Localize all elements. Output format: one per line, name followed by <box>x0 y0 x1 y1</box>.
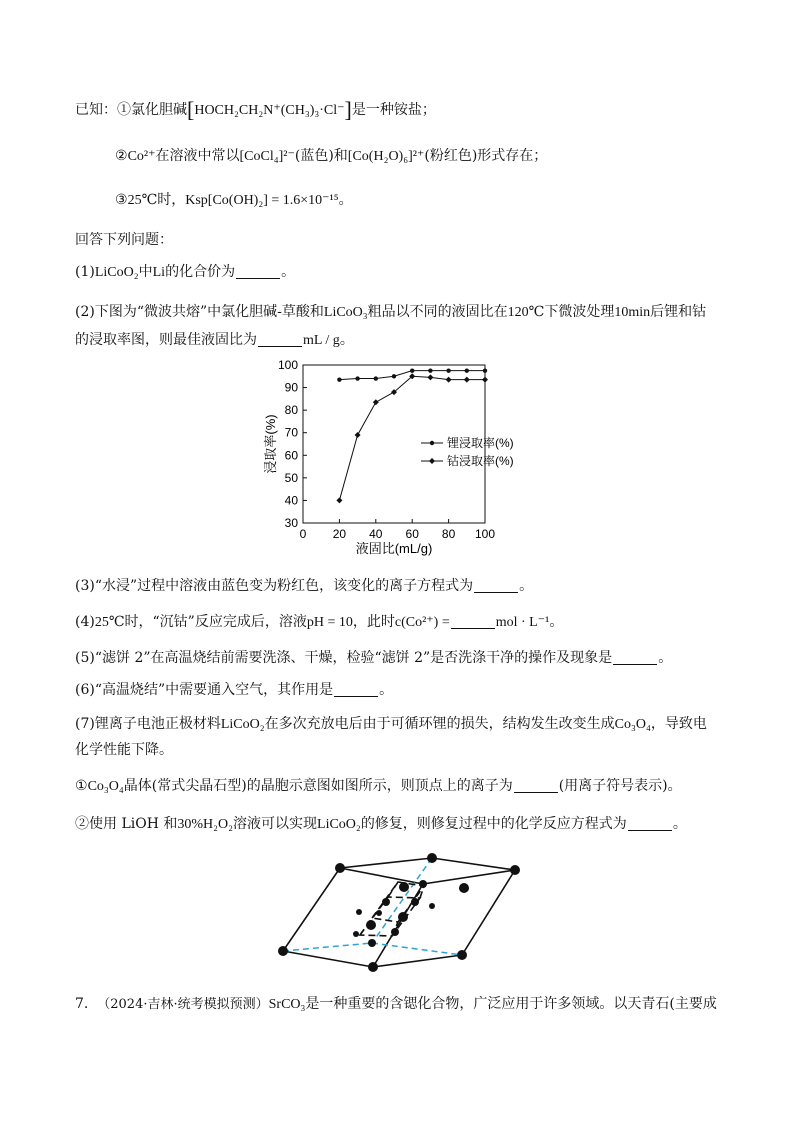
x-axis-label: 液固比(mL/g) <box>355 541 433 556</box>
q7-s1b: Co₃O₄ <box>87 779 124 794</box>
q7-a: (7)锂离子电池正极材料 <box>75 716 221 732</box>
q7-s2f: 。 <box>672 816 687 832</box>
cell-edge <box>340 858 432 868</box>
series-line-1 <box>339 371 485 380</box>
li-point <box>392 374 396 378</box>
question-5 <box>75 648 672 668</box>
answer-blank[interactable] <box>613 650 657 665</box>
q7-s1c: 晶体(常式尖晶石型)的晶胞示意图如图所示，则顶点上的离子为 <box>123 778 513 794</box>
li-point <box>446 368 450 372</box>
question-7-sub-2 <box>75 814 687 835</box>
corner-ion <box>427 853 437 863</box>
q1-num: (1) <box>75 264 95 280</box>
x-tick-label: 40 <box>369 527 383 541</box>
q4-ph: pH = 10 <box>306 615 353 630</box>
complex-coh2o6: [Co(H₂O)₆]²⁺ <box>347 149 425 164</box>
ksp-expression: Ksp[Co(OH)₂] = 1.6×10⁻¹⁵ <box>185 193 339 208</box>
hidden-edge <box>283 943 372 951</box>
corner-ion <box>278 946 288 956</box>
q4-end: 。 <box>549 614 564 630</box>
q7-e: ，导致电 <box>650 716 707 732</box>
cell-edge <box>283 951 373 967</box>
complex-cocl4: [CoCl₄]²⁻ <box>239 149 295 164</box>
co-point <box>482 377 488 383</box>
tetrahedral-subcell <box>372 882 424 922</box>
corner-ion <box>457 950 467 960</box>
legend-entry: 钴浸取率(%) <box>447 454 514 468</box>
answer-blank[interactable] <box>451 614 495 629</box>
question-4 <box>75 612 563 633</box>
q7-s2a: ②使用 LiOH 和 <box>75 816 178 832</box>
li-point <box>374 376 378 380</box>
interior-ion <box>398 912 408 922</box>
q2-e: 下微波处理 <box>544 304 615 320</box>
y-tick-label: 50 <box>284 470 298 485</box>
question-7-line-2: 化学性能下降。 <box>75 742 173 758</box>
li-point <box>483 368 487 372</box>
q2-line2b: 。 <box>339 332 354 348</box>
q7-b: LiCoO₂ <box>220 717 265 732</box>
q3-text: (3)“水浸”过程中溶液由蓝色变为粉红色，该变化的离子方程式为 <box>75 578 474 594</box>
q3-end: 。 <box>519 578 534 594</box>
q2-g: 后锂和钴 <box>650 304 707 320</box>
q7-d: Co₃O₄ <box>614 717 651 732</box>
q1-formula: LiCoO₂ <box>94 265 139 280</box>
series-line-2 <box>339 376 485 500</box>
co-point <box>427 374 433 380</box>
x-tick-label: 80 <box>441 527 456 541</box>
cell-edge <box>432 858 515 870</box>
small-ion <box>429 903 435 909</box>
hidden-edge <box>372 943 462 955</box>
cell-edge <box>423 870 515 884</box>
next-q-num: 7. <box>75 996 89 1012</box>
cell-edge <box>283 868 340 951</box>
q2-a: (2)下图为“微波共熔”中氯化胆碱-草酸和 <box>75 304 324 320</box>
legend-marker <box>429 458 435 464</box>
answer-blank[interactable] <box>236 264 280 279</box>
x-tick-label: 0 <box>299 527 307 541</box>
co-point <box>391 389 397 395</box>
q4-num: (4) <box>75 614 95 630</box>
y-tick-label: 60 <box>284 448 298 463</box>
next-q-text: 是一种重要的含锶化合物，广泛应用于许多领域。以天青石(主要成 <box>305 996 717 1012</box>
interior-ion <box>382 898 390 906</box>
q4-unit: mol · L⁻¹ <box>495 615 550 630</box>
known-l2-pink: (粉红色)形式存在； <box>424 148 548 164</box>
corner-ion <box>368 962 378 972</box>
known-l2-pre: ② <box>115 148 128 164</box>
y-tick-label: 40 <box>284 493 298 508</box>
known-line-3 <box>115 190 353 211</box>
answer-blank[interactable] <box>258 332 302 347</box>
q7-s1d: (用离子符号表示)。 <box>558 778 682 794</box>
choline-formula: HOCH₂CH₂N⁺(CH₃)₃·Cl⁻ <box>194 103 345 118</box>
q6-text: (6)“高温烧结”中需要通入空气，其作用是 <box>75 682 334 698</box>
q7-s2b: 30%H₂O₂ <box>177 817 234 832</box>
cell-edge <box>462 870 515 955</box>
question-3 <box>75 576 533 596</box>
li-point <box>428 368 432 372</box>
known-line-2 <box>115 146 547 167</box>
y-tick-label: 90 <box>284 380 298 395</box>
q2-time: 10min <box>614 305 651 320</box>
q7-s1a: ① <box>75 778 88 794</box>
co-point <box>409 373 415 379</box>
answer-blank[interactable] <box>474 578 518 593</box>
q4-c: 时，“沉钴”反应完成后，溶液 <box>124 614 307 630</box>
y-axis-label: 浸取率(%) <box>263 414 278 474</box>
q2-formula: LiCoO₃ <box>323 305 368 320</box>
known-l2-mid: 在溶液中常以 <box>155 148 240 164</box>
x-tick-label: 20 <box>332 527 347 541</box>
question-1 <box>75 262 295 283</box>
question-2-line-2 <box>75 330 354 351</box>
known-intro: 已知：①氯化胆碱 <box>75 102 187 118</box>
known-l3-pre: ③ <box>115 192 128 208</box>
co-point <box>446 377 452 383</box>
q2-line2a: 的浸取率图，则最佳液固比为 <box>75 332 257 348</box>
y-tick-label: 100 <box>277 358 298 372</box>
q5-end: 。 <box>658 650 673 666</box>
interior-ion <box>411 898 419 906</box>
li-point <box>410 368 414 372</box>
corner-ion <box>335 863 345 873</box>
small-ion <box>353 931 359 937</box>
q7-c: 在多次充放电后由于可循环锂的损失，结构发生改变生成 <box>264 716 615 732</box>
known-line-1: 已知：①氯化胆碱[HOCH₂CH₂N⁺(CH₃)₃·Cl⁻]是一种铵盐； <box>75 97 436 122</box>
next-q-source: （2024·吉林·统考模拟预测） <box>97 997 269 1012</box>
corner-ion <box>510 865 520 875</box>
q4-conc: c(Co²⁺) = <box>394 615 450 630</box>
x-tick-label: 100 <box>474 527 496 541</box>
q7-s2e: 的修复，则修复过程中的化学反应方程式为 <box>360 816 627 832</box>
interior-ion <box>459 883 469 893</box>
q2-temp: 120℃ <box>507 305 545 320</box>
y-tick-label: 30 <box>284 516 298 530</box>
question-7-sub-1 <box>75 776 682 797</box>
li-point <box>355 376 359 380</box>
known-tail-1: 是一种铵盐； <box>351 102 436 118</box>
next-q-formula: SrCO₃ <box>268 997 306 1012</box>
q4-e: ，此时 <box>352 614 395 630</box>
q1-end: 。 <box>281 264 296 280</box>
corner-ion <box>419 880 427 888</box>
interior-ion <box>399 882 409 892</box>
plot-frame <box>303 365 485 523</box>
co-point <box>373 399 379 405</box>
next-question <box>75 994 717 1015</box>
interior-ion <box>366 920 376 930</box>
li-point <box>465 368 469 372</box>
q2-c: 粗品以不同的液固比在 <box>367 304 508 320</box>
co-point <box>355 432 361 438</box>
known-l2-blue: (蓝色)和 <box>294 148 348 164</box>
co-ion: Co²⁺ <box>127 149 156 164</box>
answer-blank[interactable] <box>628 816 672 831</box>
small-ion <box>376 910 382 916</box>
interior-ion <box>391 928 399 936</box>
hidden-edge <box>372 858 432 943</box>
answer-prompt: 回答下列问题： <box>75 232 173 248</box>
y-tick-label: 70 <box>284 425 298 440</box>
question-7-line-1 <box>75 714 707 735</box>
q1-text-c: 中 <box>138 264 153 280</box>
answer-blank[interactable] <box>334 682 378 697</box>
answer-blank[interactable] <box>514 778 558 793</box>
co-point <box>336 497 342 503</box>
q1-li: Li <box>152 265 166 280</box>
li-point <box>337 377 341 381</box>
legend-entry: 锂浸取率(%) <box>447 436 514 450</box>
small-ion <box>356 909 362 915</box>
q2-unit: mL / g <box>303 333 340 348</box>
question-2-line-1 <box>75 302 706 323</box>
q4-temp: 25℃ <box>94 615 125 630</box>
q6-end: 。 <box>379 682 394 698</box>
cell-edge <box>373 955 462 967</box>
y-tick-label: 80 <box>284 403 298 418</box>
x-tick-label: 60 <box>405 527 419 541</box>
q7-s2d: LiCoO₂ <box>317 817 361 832</box>
q1-text-e: 的化合价为 <box>165 264 236 280</box>
q7-s2c: 溶液可以实现 <box>233 816 318 832</box>
question-6 <box>75 680 393 700</box>
tetrahedral-subcell <box>360 897 420 936</box>
known-l3-end: 。 <box>338 192 353 208</box>
cell-edge <box>340 868 423 884</box>
known-l3-temp: 25℃时， <box>127 193 186 208</box>
corner-ion <box>368 939 376 947</box>
cell-edge <box>373 884 423 967</box>
co-point <box>464 377 470 383</box>
legend-marker <box>430 441 434 445</box>
q5-text: (5)“滤饼 2”在高温烧结前需要洗涤、干燥，检验“滤饼 2”是否洗涤干净的操作及现象是 <box>75 650 613 666</box>
